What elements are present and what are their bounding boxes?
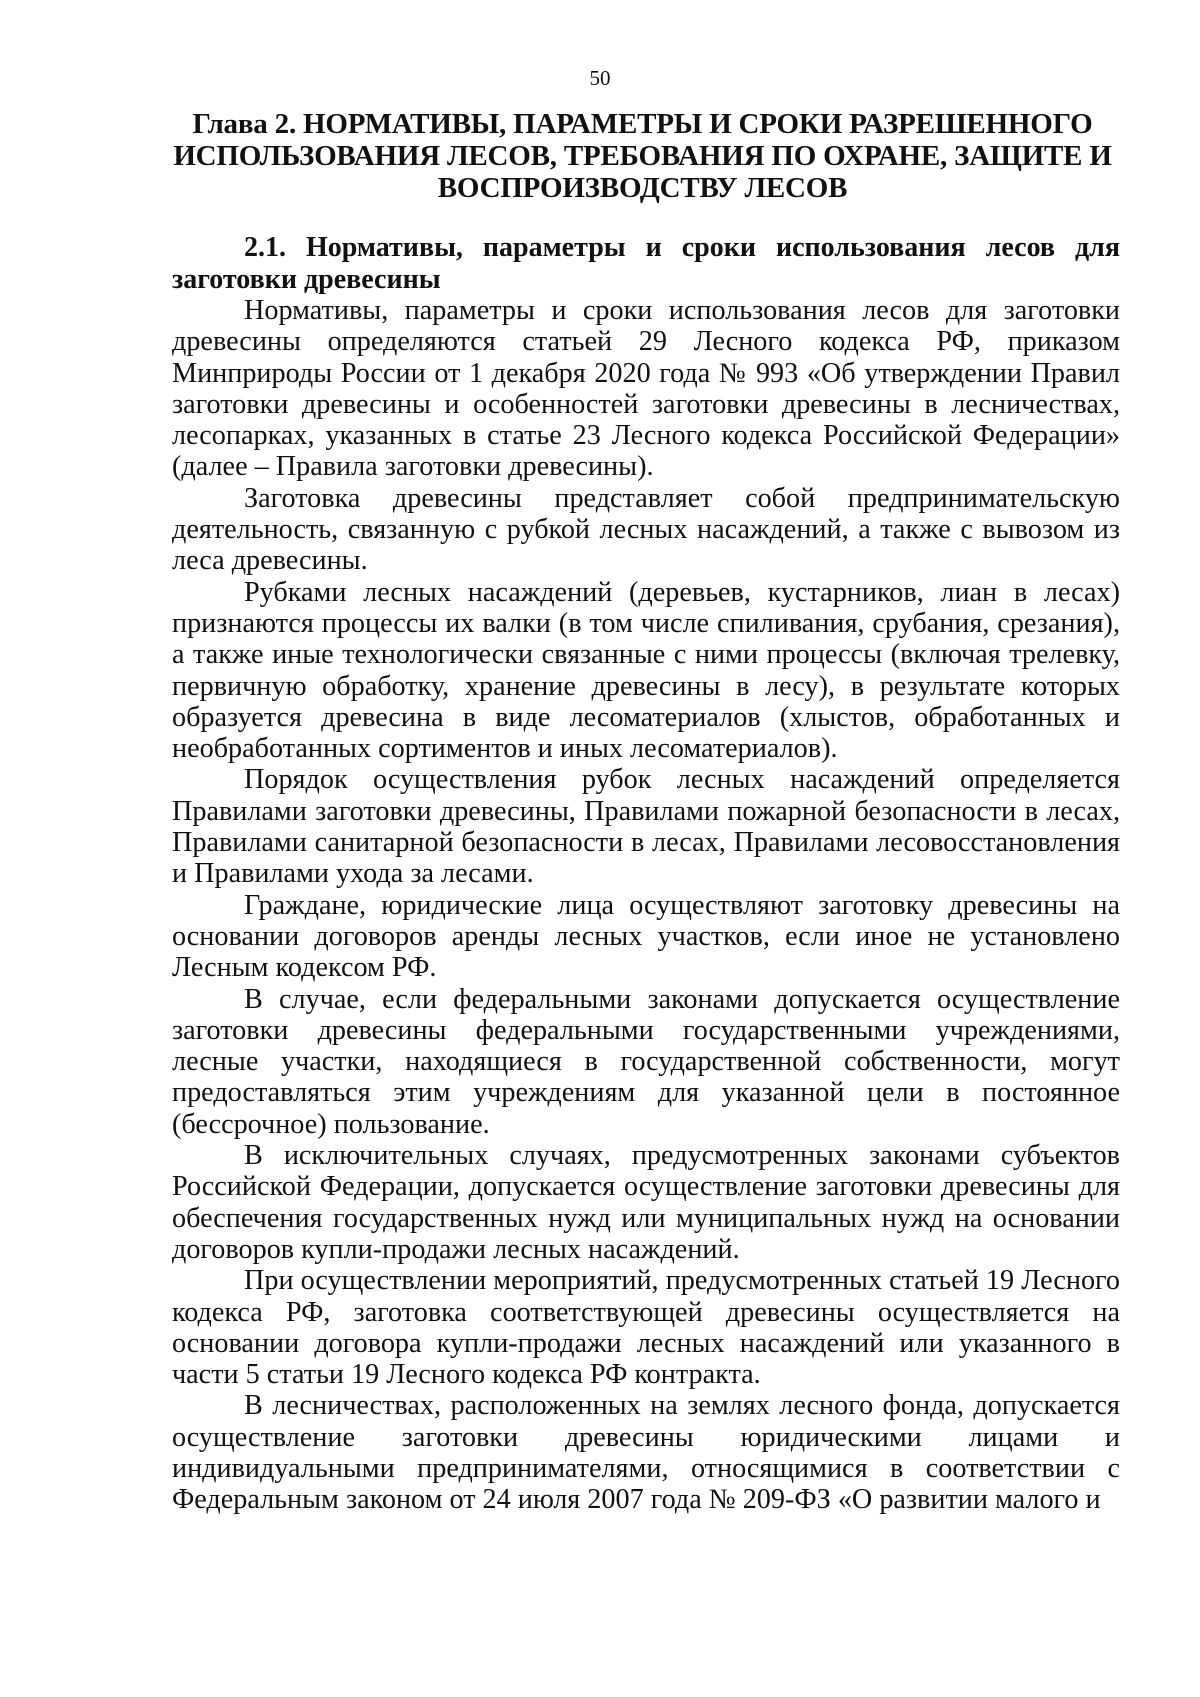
paragraph: При осуществлении мероприятий, предусмотренных статьей 19 Лесного кодекса РФ, заготовка соответствующей древесины осуществляется на основании договора купли-продажи лесных насаждений или указанного в части 5 статьи 19 Лесного кодекса РФ контракта. (172, 1265, 1120, 1391)
document-body (172, 232, 1120, 1516)
chapter-title: Глава 2. НОРМАТИВЫ, ПАРАМЕТРЫ И СРОКИ РАЗРЕШЕННОГО ИСПОЛЬЗОВАНИЯ ЛЕСОВ, ТРЕБОВАНИЯ ПО ОХРАНЕ, ЗАЩИТЕ И ВОСПРОИЗВОДСТВУ ЛЕСОВ (173, 108, 1112, 204)
page-number: 50 (589, 66, 611, 90)
paragraph: Нормативы, параметры и сроки использования лесов для заготовки древесины определяются статьей 29 Лесного кодекса РФ, приказом Минприроды России от 1 декабря 2020 года № 993 «Об утверждении Правил заготовки древесины и особенностей заготовки древесины в лесничествах, лесопарках, указанных в статье 23 Лесного кодекса Российской Федерации» (далее – Правила заготовки древесины). (172, 295, 1120, 483)
paragraph: В лесничествах, расположенных на землях лесного фонда, допускается осуществление заготовки древесины юридическими лицами и индивидуальными предпринимателями, относящимися в соответствии с Федеральным законом от 24 июля 2007 года № 209-ФЗ «О развитии малого и (172, 1390, 1120, 1516)
section-heading: 2.1. Нормативы, параметры и сроки использования лесов для заготовки древесины (172, 232, 1120, 295)
paragraph: Рубками лесных насаждений (деревьев, кустарников, лиан в лесах) признаются процессы их валки (в том числе спиливания, срубания, срезания), а также иные технологически связанные с ними процессы (включая трелевку, первичную обработку, хранение древесины в лесу), в результате которых образуется древесина в виде лесоматериалов (хлыстов, обработанных и необработанных сортиментов и иных лесоматериалов). (172, 576, 1120, 765)
paragraph: В исключительных случаях, предусмотренных законами субъектов Российской Федерации, допускается осуществление заготовки древесины для обеспечения государственных нужд или муниципальных нужд на основании договоров купли-продажи лесных насаждений. (172, 1140, 1120, 1265)
paragraph: Заготовка древесины представляет собой предпринимательскую деятельность, связанную с рубкой лесных насаждений, а также с вывозом из леса древесины. (172, 482, 1120, 577)
paragraph: Порядок осуществления рубок лесных насаждений определяется Правилами заготовки древесины, Правилами пожарной безопасности в лесах, Правилами санитарной безопасности в лесах, Правилами лесовосстановления и Правилами ухода за лесами. (172, 764, 1120, 890)
paragraph: Граждане, юридические лица осуществляют заготовку древесины на основании договоров аренды лесных участков, если иное не установлено Лесным кодексом РФ. (172, 889, 1120, 984)
paragraph: В случае, если федеральными законами допускается осуществление заготовки древесины федеральными государственными учреждениями, лесные участки, находящиеся в государственной собственности, могут предоставляться этим учреждениям для указанной цели в постоянное (бессрочное) пользование. (172, 983, 1120, 1140)
